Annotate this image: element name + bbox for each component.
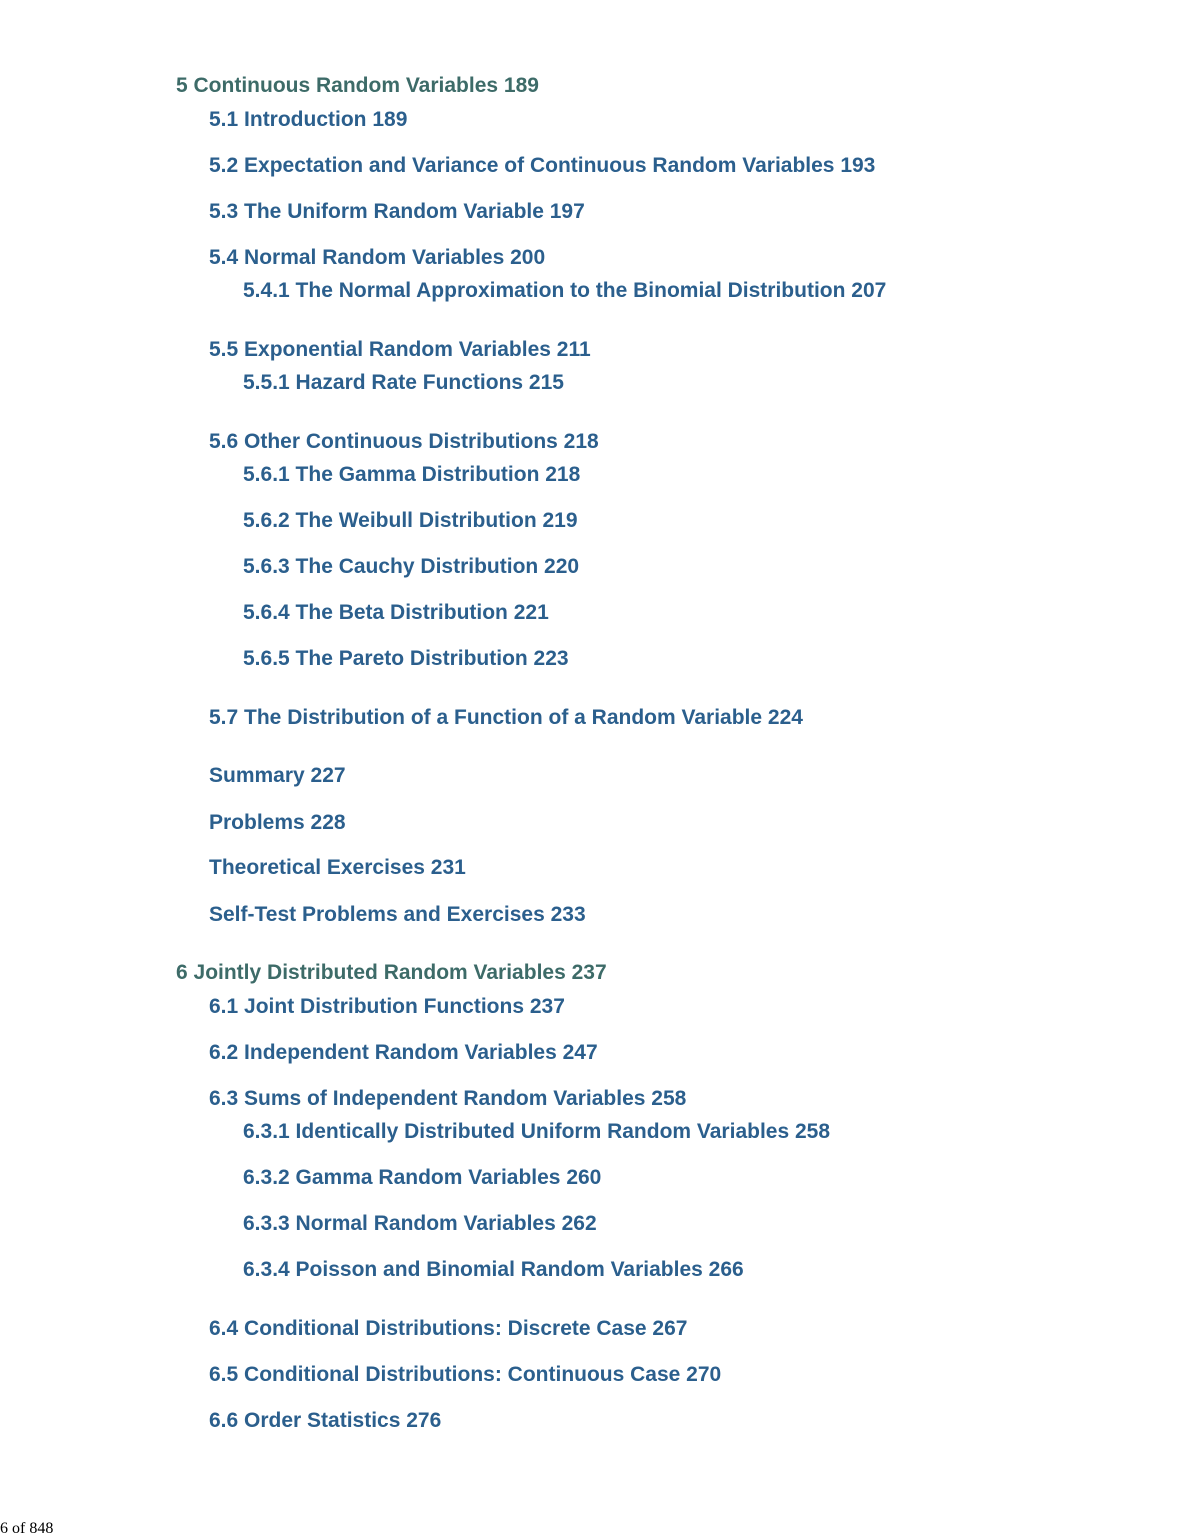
toc-subsection-6-3-3[interactable]: 6.3.3 Normal Random Variables 262 [243, 1212, 597, 1235]
toc-section-5-2[interactable]: 5.2 Expectation and Variance of Continuous Random Variables 193 [209, 154, 876, 177]
toc-subsection-6-3-1[interactable]: 6.3.1 Identically Distributed Uniform Random Variables 258 [243, 1120, 831, 1143]
toc-section-5-1[interactable]: 5.1 Introduction 189 [209, 108, 408, 131]
page-indicator: 6 of 848 [0, 1520, 54, 1537]
toc-chapter-5[interactable]: 5 Continuous Random Variables 189 [176, 74, 539, 97]
toc-section-6-3[interactable]: 6.3 Sums of Independent Random Variables 258 [209, 1087, 687, 1110]
toc-section-6-5[interactable]: 6.5 Conditional Distributions: Continuous Case 270 [209, 1363, 722, 1386]
toc-self-test[interactable]: Self-Test Problems and Exercises 233 [209, 903, 586, 926]
toc-section-6-2[interactable]: 6.2 Independent Random Variables 247 [209, 1041, 598, 1064]
toc-problems[interactable]: Problems 228 [209, 811, 346, 834]
toc-subsection-5-6-3[interactable]: 5.6.3 The Cauchy Distribution 220 [243, 555, 580, 578]
toc-subsection-5-6-2[interactable]: 5.6.2 The Weibull Distribution 219 [243, 509, 578, 532]
toc-section-5-7[interactable]: 5.7 The Distribution of a Function of a Random Variable 224 [209, 706, 803, 729]
toc-subsection-6-3-2[interactable]: 6.3.2 Gamma Random Variables 260 [243, 1166, 602, 1189]
toc-chapter-6[interactable]: 6 Jointly Distributed Random Variables 237 [176, 961, 607, 984]
toc-section-6-4[interactable]: 6.4 Conditional Distributions: Discrete Case 267 [209, 1317, 688, 1340]
toc-section-6-6[interactable]: 6.6 Order Statistics 276 [209, 1409, 442, 1432]
toc-section-6-1[interactable]: 6.1 Joint Distribution Functions 237 [209, 995, 565, 1018]
toc-subsection-5-6-1[interactable]: 5.6.1 The Gamma Distribution 218 [243, 463, 581, 486]
toc-section-5-3[interactable]: 5.3 The Uniform Random Variable 197 [209, 200, 585, 223]
toc-summary[interactable]: Summary 227 [209, 764, 346, 787]
toc-theoretical-exercises[interactable]: Theoretical Exercises 231 [209, 856, 466, 879]
toc-subsection-5-5-1[interactable]: 5.5.1 Hazard Rate Functions 215 [243, 371, 564, 394]
toc-subsection-6-3-4[interactable]: 6.3.4 Poisson and Binomial Random Variables 266 [243, 1258, 744, 1281]
toc-section-5-6[interactable]: 5.6 Other Continuous Distributions 218 [209, 430, 599, 453]
toc-section-5-4[interactable]: 5.4 Normal Random Variables 200 [209, 246, 546, 269]
toc-subsection-5-4-1[interactable]: 5.4.1 The Normal Approximation to the Binomial Distribution 207 [243, 279, 887, 302]
toc-subsection-5-6-4[interactable]: 5.6.4 The Beta Distribution 221 [243, 601, 549, 624]
toc-subsection-5-6-5[interactable]: 5.6.5 The Pareto Distribution 223 [243, 647, 569, 670]
toc-section-5-5[interactable]: 5.5 Exponential Random Variables 211 [209, 338, 591, 361]
